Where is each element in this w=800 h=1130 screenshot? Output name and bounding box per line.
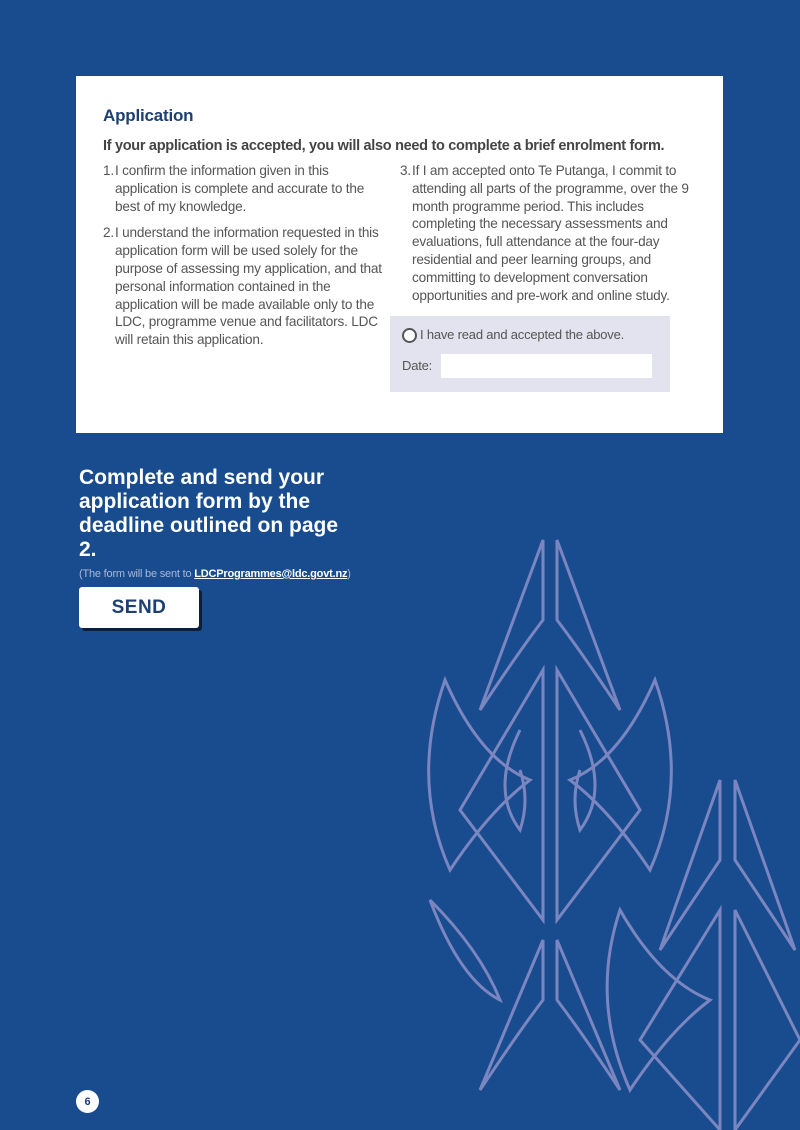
item-number: 3. (400, 163, 411, 178)
item-text: I confirm the information given in this application is complete and accurate to the best of my knowledge. (115, 163, 365, 214)
item-text: If I am accepted onto Te Putanga, I commit to attending all parts of the programme, over the 9 month programme period. This includes completing the necessary assessments and evaluations, full attendance at the four-day residential and peer learning groups, and committing to development conversation opportunities and pre-work and online study. (412, 163, 689, 303)
note-suffix: ) (347, 568, 351, 580)
declarations-right-column (400, 162, 697, 392)
note-prefix: (The form will be sent to (79, 568, 195, 580)
send-button[interactable]: SEND (79, 587, 199, 628)
item-number: 2. (103, 225, 114, 241)
cta-note (79, 568, 351, 580)
item-number: 1. (103, 163, 114, 178)
application-card (76, 76, 723, 433)
email-link[interactable]: LDCProgrammes@ldc.govt.nz (194, 568, 348, 580)
kowhaiwhai-motif-top (429, 540, 672, 1090)
accept-label: I have read and accepted the above. (420, 327, 625, 343)
declaration-item (400, 162, 697, 304)
intro-text: If your application is accepted, you will also need to complete a brief enrolment form. (103, 138, 665, 154)
maori-pattern-decoration (420, 530, 800, 1130)
date-label: Date: (402, 358, 433, 374)
declarations (103, 162, 697, 392)
page-number: 6 (76, 1090, 99, 1113)
declarations-left-column (103, 162, 387, 392)
acceptance-box (390, 316, 670, 392)
kowhaiwhai-motif-bottom (607, 780, 800, 1130)
declaration-item (103, 224, 387, 349)
cta-heading: Complete and send your application form by the deadline outlined on page 2. (79, 466, 339, 561)
date-input[interactable] (441, 354, 652, 378)
item-text: I understand the information requested in this application form will be used solely for the purpose of assessing my application, and that personal information contained in the application will be made available only to the LDC, programme venue and facilitators. LDC will retain this application. (115, 225, 382, 348)
accept-radio[interactable] (402, 328, 417, 343)
cta-section (79, 466, 351, 580)
accept-row[interactable] (402, 326, 658, 344)
section-title: Application (103, 106, 194, 125)
date-row (402, 354, 658, 378)
declaration-item (103, 162, 387, 215)
